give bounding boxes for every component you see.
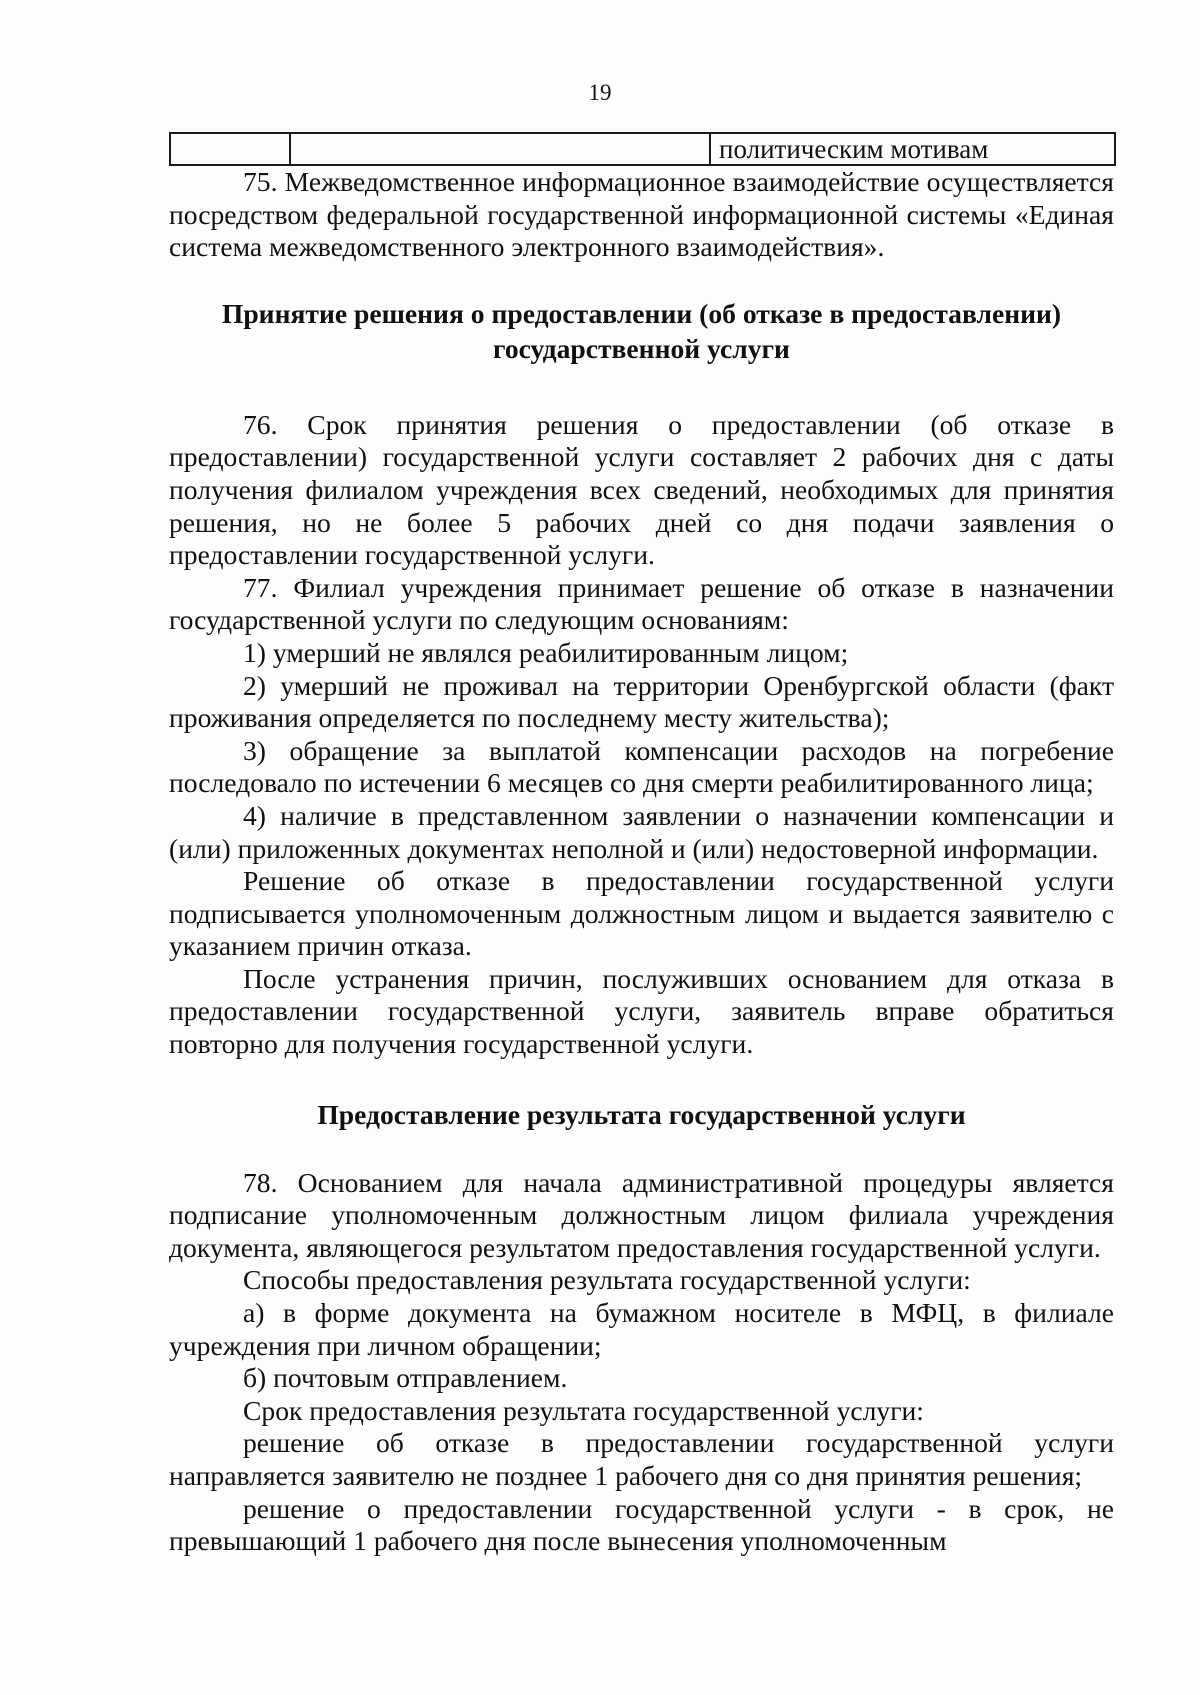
list-item: 1) умерший не являлся реабилитированным лицом; (243, 636, 849, 668)
paragraph-75: 75. Межведомственное информационное взаимодействие осуществляется посредством федеральной государственной информационной системы «Единая система межведомственного электронного взаимодействия». (169, 166, 1114, 263)
paragraph-78: 78. Основанием для начала административной процедуры является подписание уполномоченным должностным лицом филиала учреждения документа, являющегося результатом предоставления государственной услуги. (169, 1166, 1114, 1263)
table-cell (290, 133, 710, 165)
paragraph: решение об отказе в предоставлении государственной услуги направляется заявителю не позднее 1 рабочего дня со дня принятия решения; (169, 1427, 1114, 1491)
list-item: 4) наличие в представленном заявлении о назначении компенсации и (или) приложенных документах неполной и (или) недостоверной информации. (169, 799, 1114, 864)
table-row (170, 133, 1115, 165)
list-item: а) в форме документа на бумажном носителе в МФЦ, в филиале учреждения при личном обращении; (169, 1297, 1114, 1361)
paragraph: Решение об отказе в предоставлении государственной услуги подписывается уполномоченным должностным лицом и выдается заявителю с указанием причин отказа. (169, 865, 1114, 962)
table-cell: политическим мотивам (710, 133, 1115, 165)
heading-line: Принятие решения о предоставлении (об отказе в предоставлении) (221, 297, 1062, 329)
document-body (169, 132, 1114, 1558)
paragraph-77: 77. Филиал учреждения принимает решение об отказе в назначении государственной услуги по следующим основаниям: (169, 571, 1114, 636)
table-cell (170, 133, 290, 165)
heading-line: государственной услуги (493, 332, 790, 364)
paragraph: решение о предоставлении государственной услуги - в срок, не превышающий 1 рабочего дня после вынесения уполномоченным (169, 1492, 1114, 1557)
continuation-table (169, 132, 1116, 166)
list-item: б) почтовым отправлением. (243, 1362, 568, 1394)
section-heading-decision (169, 296, 1114, 366)
list-item: 3) обращение за выплатой компенсации расходов на погребение последовало по истечении 6 месяцев со дня смерти реабилитированного лица; (169, 734, 1114, 799)
paragraph: Срок предоставления результата государственной услуги: (243, 1394, 924, 1426)
paragraph-76: 76. Срок принятия решения о предоставлении (об отказе в предоставлении) государственной услуги составляет 2 рабочих дня с даты получения филиалом учреждения всех сведений, необходимых для принятия решения, но не более 5 рабочих дней со дня подачи заявления о предоставлении государственной услуги. (169, 408, 1114, 571)
section-heading-result: Предоставление результата государственной услуги (317, 1098, 966, 1130)
list-item: 2) умерший не проживал на территории Оренбургской области (факт проживания определяется по последнему месту жительства); (169, 669, 1114, 734)
paragraph: Способы предоставления результата государственной услуги: (243, 1264, 971, 1296)
page-number: 19 (588, 80, 612, 105)
paragraph: После устранения причин, послуживших основанием для отказа в предоставлении государственной услуги, заявитель вправе обратиться повторно для получения государственной услуги. (169, 962, 1114, 1060)
